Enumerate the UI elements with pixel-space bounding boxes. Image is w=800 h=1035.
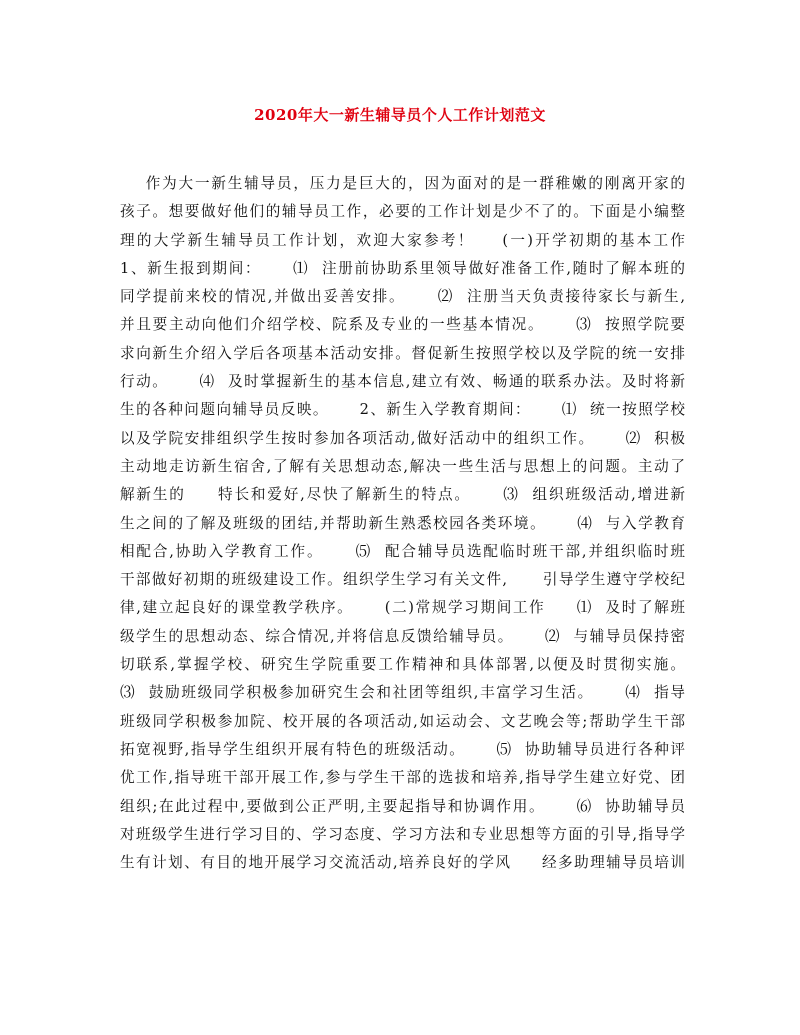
body-line: 相配合,协助入学教育工作。 ⑸ 配合辅导员选配临时班干部,并组织临时班 <box>120 542 685 560</box>
body-line: 主动地走访新生宿舍,了解有关思想动态,解决一些生活与思想上的问题。主动了 <box>120 457 685 475</box>
body-line: 干部做好初期的班级建设工作。组织学生学习有关文件, 引导学生遵守学校纪 <box>120 571 685 589</box>
body-line: 拓宽视野,指导学生组织开展有特色的班级活动。 ⑸ 协助辅导员进行各种评 <box>120 740 685 758</box>
body-line: 对班级学生进行学习目的、学习态度、学习方法和专业思想等方面的引导,指导学 <box>120 825 685 843</box>
body-line: ⑶ 鼓励班级同学积极参加研究生会和社团等组织,丰富学习生活。 ⑷ 指导 <box>120 684 685 702</box>
body-line: 生之间的了解及班级的团结,并帮助新生熟悉校园各类环境。 ⑷ 与入学教育 <box>120 514 685 532</box>
body-line: 班级同学积极参加院、校开展的各项活动,如运动会、文艺晚会等;帮助学生干部 <box>120 712 685 730</box>
body-line: 同学提前来校的情况,并做出妥善安排。 ⑵ 注册当天负责接待家长与新生, <box>120 288 685 306</box>
body-line: 并且要主动向他们介绍学校、院系及专业的一些基本情况。 ⑶ 按照学院要 <box>120 316 685 334</box>
body-line: 求向新生介绍入学后各项基本活动安排。督促新生按照学校以及学院的统一安排 <box>120 344 685 362</box>
body-line: 理的大学新生辅导员工作计划，欢迎大家参考！ (一)开学初期的基本工作 <box>120 231 685 249</box>
document-title: 2020年大一新生辅导员个人工作计划范文 <box>254 106 546 124</box>
body-line: 解新生的 特长和爱好,尽快了解新生的特点。 ⑶ 组织班级活动,增进新 <box>120 486 685 504</box>
body-line: 行动。 ⑷ 及时掌握新生的基本信息,建立有效、畅通的联系办法。及时将新 <box>120 373 685 391</box>
body-line: 级学生的思想动态、综合情况,并将信息反馈给辅导员。 ⑵ 与辅导员保持密 <box>120 627 685 645</box>
body-line: 作为大一新生辅导员，压力是巨大的，因为面对的是一群稚嫩的刚离开家的 <box>120 175 685 192</box>
body-line: 优工作,指导班干部开展工作,参与学生干部的选拔和培养,指导学生建立好党、团 <box>120 769 685 787</box>
body-line: 切联系,掌握学校、研究生学院重要工作精神和具体部署,以便及时贯彻实施。 <box>120 656 685 674</box>
body-line: 生有计划、有目的地开展学习交流活动,培养良好的学风 经多助理辅导员培训 <box>120 854 685 872</box>
body-line: 1、新生报到期间： ⑴ 注册前协助系里领导做好准备工作,随时了解本班的 <box>120 259 685 277</box>
document-body <box>120 170 685 877</box>
body-line: 以及学院安排组织学生按时参加各项活动,做好活动中的组织工作。 ⑵ 积极 <box>120 429 685 447</box>
body-line: 生的各种问题向辅导员反映。 2、新生入学教育期间： ⑴ 统一按照学校 <box>120 401 685 419</box>
body-line: 组织;在此过程中,要做到公正严明,主要起指导和协调作用。 ⑹ 协助辅导员 <box>120 797 685 815</box>
body-line: 律,建立起良好的课堂教学秩序。 (二)常规学习期间工作 ⑴ 及时了解班 <box>120 599 685 617</box>
body-line: 孩子。想要做好他们的辅导员工作，必要的工作计划是少不了的。下面是小编整 <box>120 203 685 221</box>
